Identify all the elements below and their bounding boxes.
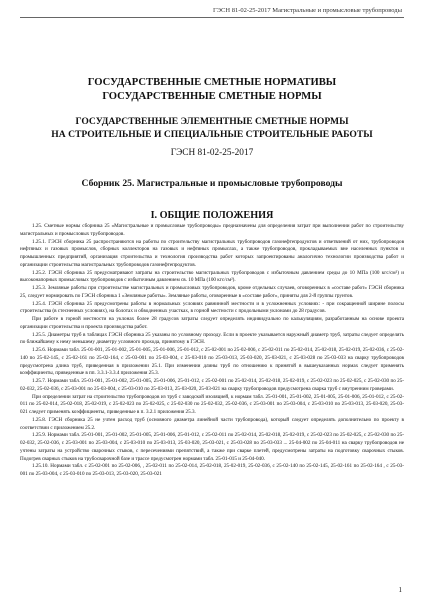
document-title (20, 76, 404, 103)
subtitle-line-2: НА СТРОИТЕЛЬНЫЕ И СПЕЦИАЛЬНЫЕ СТРОИТЕЛЬНЫЕ РАБОТЫ (51, 128, 373, 140)
document-subtitle (20, 116, 404, 142)
running-header: ГЭСН 81-02-25-2017 Магистральные и промысловые трубопроводы (212, 7, 402, 14)
paragraph: 1.25.5. Диаметры труб в таблицах ГЭСН сборника 25 указаны по условному проходу. Если в проекте указывается наружный диаметр труб, затраты следует определять по ближайшему к нему меньшему диаметру условного прохода, принятому в ГЭСН. (20, 331, 404, 346)
header-rule (20, 17, 404, 18)
subtitle-line-1: ГОСУДАРСТВЕННЫЕ ЭЛЕМЕНТНЫЕ СМЕТНЫЕ НОРМЫ (75, 116, 349, 127)
document-code: ГЭСН 81-02-25-2017 (170, 148, 254, 158)
paragraph: При работе в горной местности на уклонах более 28 градусов затраты следует определять индивидуально по калькуляциям, разработанным на основе проекта организации строительства и проекта производства работ. (20, 316, 404, 330)
paragraph: 1.25.2. ГЭСН сборника 25 предусматривают затраты на строительство магистральных трубопроводов с избыточным давлением среды до 10 МПа (100 кгс/см²) и высоконапорных промысловых трубопроводов с избыточным давлением св. 10 МПа (100 кгс/см²). (20, 269, 404, 284)
paragraph: 1.25.10. Нормами табл. с 25-02-001 по 25-02-006, , 25-02-011 по 25-02-014, 25-02-018, 25-02-019, 25-02-036, с 25-02-140 по 25-02-145, 25-02-161 по 25-02-164 , с 25-03-001 по 25-03-004, с 25-03-010 по 25-03-013, 25-03-020, 25-03-021 (20, 463, 404, 477)
collection-title: Сборник 25. Магистральные и промысловые трубопроводы (81, 178, 343, 189)
section-heading: I. ОБЩИЕ ПОЛОЖЕНИЯ (150, 210, 274, 221)
page-number: 1 (398, 586, 402, 594)
body-text (20, 223, 404, 479)
title-line-1: ГОСУДАРСТВЕННЫЕ СМЕТНЫЕ НОРМАТИВЫ (87, 77, 337, 88)
paragraph: 1.25.9. Нормами табл. 25-01-001, 25-01-002, 25-01-005, 25-01-006, 25-01-012, с 25-02-011 по 25-02-014, 25-02-018, 25-02-019, с 25-02-023 по 25-02-025, с 25-02-030 по 25-02-032, 25-02-036, с 25-03-001 по 25-03-004, с 25-03-010 по 25-03-013, 25-03-020, 25-03-021, с 25-03-028 по 25-03-033 ... 25-04-002 по 25-04-011 на сварку трубопроводов не учтены затраты на устройство сварочных стыков, с пересечениями препятствий, а также при сварке плетей, предусмотрены затраты на подготовку сварочных стыков. Подогрев сварных стыков на трубосварочной базе и трассе предусмотрен нормами табл. 25-01-015 и 25-04-040. (20, 432, 404, 462)
paragraph: 1.25.6. Нормами табл. 25-01-001, 25-01-002, 25-01-005, 25-01-006, 25-01-012, с 25-02-001 по 25-02-006, с 25-02-011 по 25-02-014, 25-02-018, 25-02-019, 25-02-036, с 25-02-140 по 25-02-145, с 25-02-161 по 25-02-164, с 25-03-001 по 25-03-004, с 25-03-010 по 25-03-013, 25-03-020, 25-03-021, с 25-03-028 по 25-03-033 на сварку трубопроводов предусмотрена длина труб, приведенная в приложении 25.1. При изменении длины труб по отношению к принятой в вышеуказанных нормах следует применять коэффициенты, приведенные в пп. 3.3.1-3.3.4 приложения 25.3. (20, 347, 404, 377)
paragraph: 1.25. Сметные нормы сборника 25 «Магистральные и промысловые трубопроводы» предназначены для определения затрат при выполнении работ по строительству магистральных и промысловых трубопроводов. (20, 223, 404, 237)
title-line-2: ГОСУДАРСТВЕННЫЕ СМЕТНЫЕ НОРМЫ (102, 90, 322, 102)
paragraph: 1.25.1. ГЭСН сборника 25 распространяются на работы по строительству магистральных трубопроводов газонефтепродуктов и ответвлений от них, трубопроводов нефтяных и газовых промыслов, сборных коллекторов на газовых и нефтяных промыслах, а также трубопроводов, прокладываемых вне населенных пунктов и промышленных предприятий, организация строительства и технология производства работ которых запроектированы аналогично технологии производства работ и организации строительства магистральных трубопроводов газонефтепродуктов. (20, 238, 404, 268)
paragraph: 1.25.7. Нормами табл. 25-01-001, 25-01-002, 25-01-005, 25-01-006, 25-01-012, с 25-02-001 по 25-02-014, 25-02-018, 25-02-019, с 25-02-023 по 25-02-025, с 25-02-030 по 25-02-032, 25-02-036, с 25-03-001 по 25-03-004, с 25-03-010 по 25-03-013, 25-03-020, 25-03-021 на сварку трубопроводов предусмотрена сварка труб с внутренним гроверами. (20, 378, 404, 392)
paragraph: 1.25.8. ГЭСН сборника 25 не учтен расход труб (основного диаметра линейной части трубопровода), который следует определять дополнительно по проекту в соответствии с приложением 25.2. (20, 416, 404, 431)
paragraph: 1.25.4. ГЭСН сборника 25 предусмотрены работы в нормальных условиях равнинной местности и в усложненных условиях: - при сокращенной ширине полосы строительства (в стесненных условиях), на болотах и обводненных участках, в горной местности с продольными уклонами до 28 градусов. (20, 300, 404, 315)
paragraph: При определении затрат на строительство трубопроводов из труб с заводской изоляцией, к нормам табл. 25-01-001, 25-01-002, 25-01-005, 25-01-006, 25-01-012, с 25-02-011 по 25-02-014, 25-02-018, 25-02-019, с 25-02-023 по 25-02-025, с 25-02-030 по 25-02-032, 25-02-036, с 25-03-001 по 25-03-004, с 25-03-010 по 25-03-013, 25-03-020, 25-03-021 следует применять коэффициенты, приведенные в п. 3.2.1 приложения 25.3. (20, 393, 404, 415)
paragraph: 1.25.3. Земляные работы при строительстве магистральных и промысловых трубопроводов, кроме отдельных случаев, оговоренных в «составе работ» ГЭСН сборника 25, следует нормировать по ГЭСН сборника 1 «Земляные работы». Земляные работы, оговоренные в «составе работ», приняты для 2-й группы грунтов. (20, 285, 404, 299)
